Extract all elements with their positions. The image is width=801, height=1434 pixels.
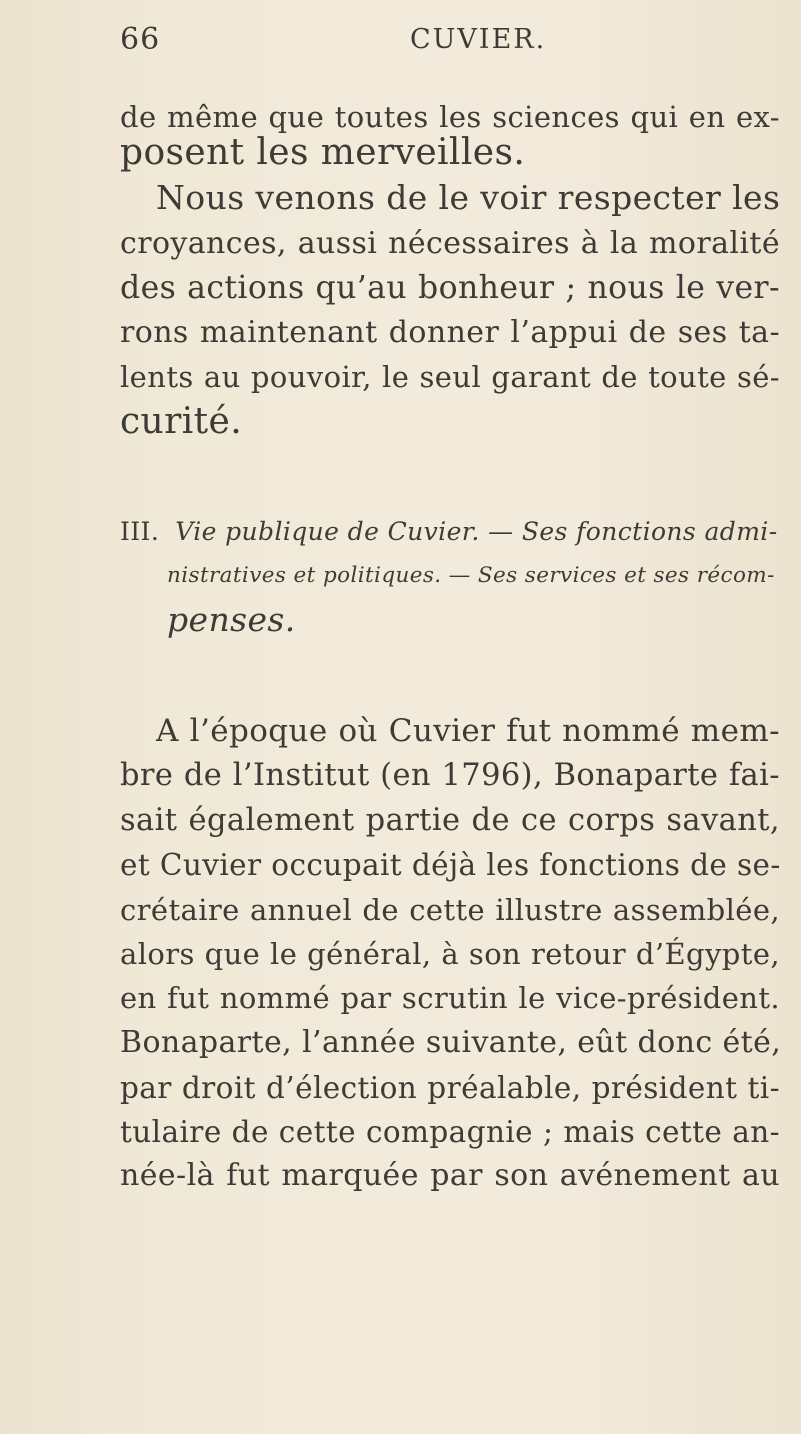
- section-title-line: Vie publique de Cuvier. — Ses fonctions admi-: [175, 517, 778, 546]
- text-line: des actions qu’au bonheur ; nous le ver-: [120, 270, 780, 306]
- running-head: [120, 22, 780, 62]
- text-line: crétaire annuel de cette illustre assemblée,: [120, 893, 780, 927]
- text-line: A l’époque où Cuvier fut nommé mem-: [156, 713, 780, 749]
- text-line: croyances, aussi nécessaires à la moralité: [120, 226, 780, 261]
- text-line: posent les merveilles.: [120, 132, 526, 173]
- text-line: Nous venons de le voir respecter les: [156, 178, 781, 217]
- text-line: et Cuvier occupait déjà les fonctions de se-: [120, 848, 781, 882]
- text-line: par droit d’élection préalable, président ti-: [120, 1071, 780, 1105]
- text-line: Bonaparte, l’année suivante, eût donc été,: [120, 1025, 782, 1060]
- section-heading-line: [120, 510, 780, 554]
- text-line: tulaire de cette compagnie ; mais cette an-: [120, 1115, 780, 1149]
- text-line: de même que toutes les sciences qui en ex-: [120, 100, 780, 134]
- text-line: sait également partie de ce corps savant,: [120, 803, 780, 838]
- page-number: 66: [120, 22, 161, 57]
- text-line: née-là fut marquée par son avénement au: [120, 1158, 780, 1193]
- section-numeral: III.: [120, 517, 160, 546]
- section-title-line: nistratives et politiques. — Ses services et ses récom-: [167, 563, 775, 588]
- text-line: rons maintenant donner l’appui de ses ta-: [120, 315, 780, 350]
- text-line: curité.: [120, 401, 243, 442]
- running-title: CUVIER.: [410, 24, 547, 55]
- section-title-line: penses.: [167, 600, 296, 639]
- text-line: bre de l’Institut (en 1796), Bonaparte fai-: [120, 758, 780, 793]
- text-line: lents au pouvoir, le seul garant de toute sé-: [120, 360, 780, 394]
- text-line: en fut nommé par scrutin le vice-président.: [120, 981, 780, 1015]
- text-line: alors que le général, à son retour d’Égypte,: [120, 937, 780, 971]
